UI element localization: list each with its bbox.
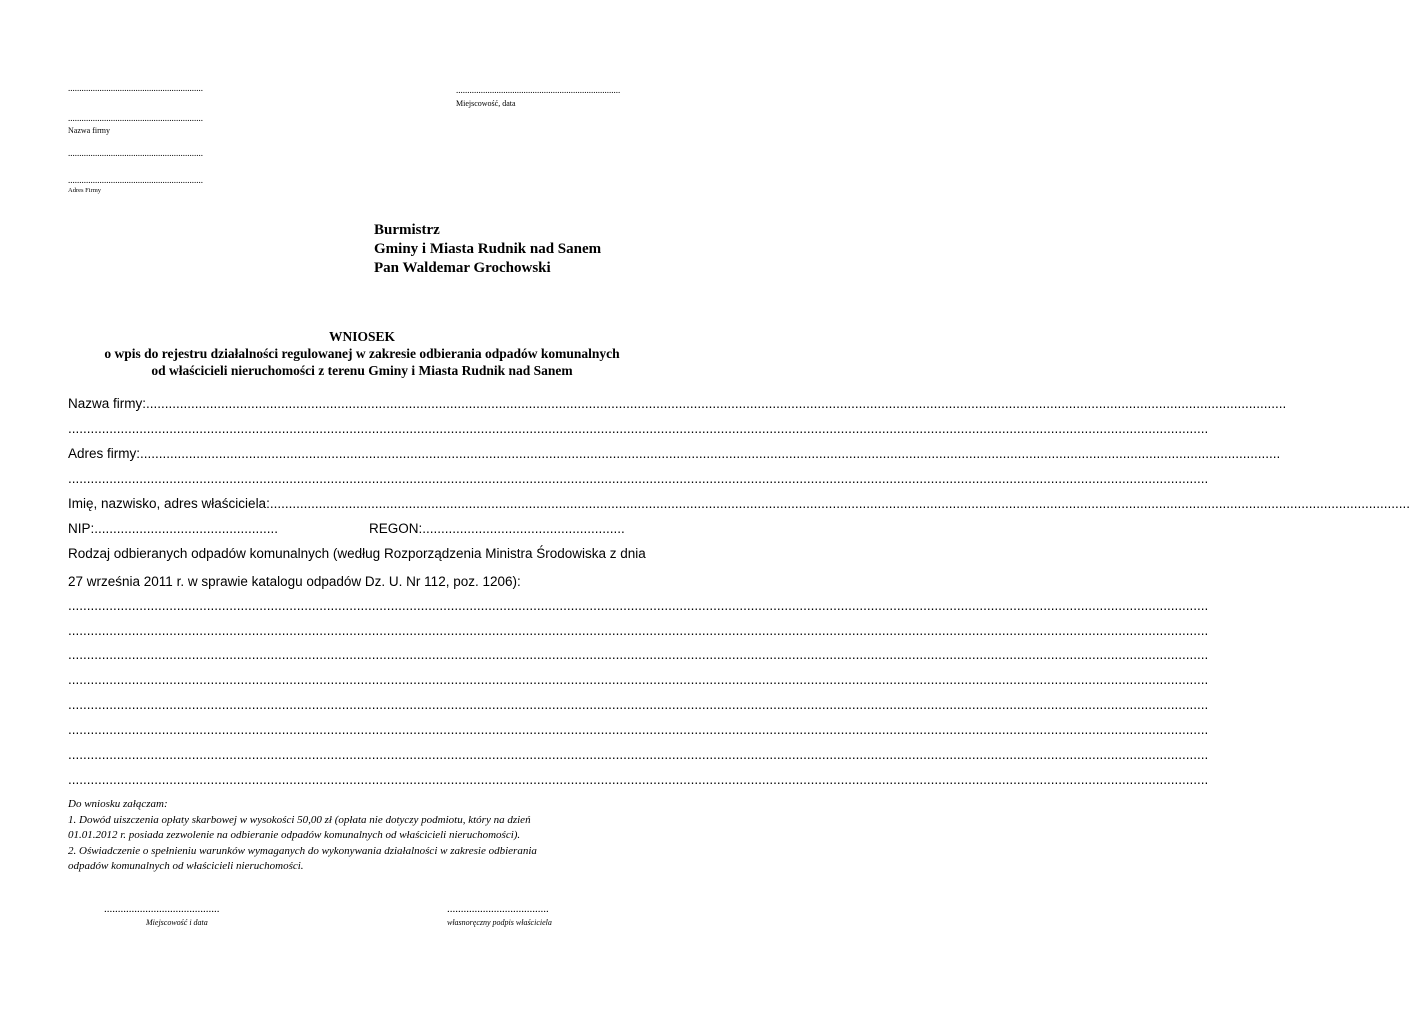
company-name-field[interactable] xyxy=(68,396,1287,411)
addressee-block xyxy=(374,221,601,278)
company-name-line[interactable]: ............................................................ xyxy=(68,113,203,123)
company-address-field[interactable] xyxy=(68,446,1281,461)
attachments-block xyxy=(68,797,537,875)
header-left-line-1[interactable]: ............................................................ xyxy=(68,83,203,93)
nip-label: NIP: xyxy=(68,521,95,536)
waste-line-7[interactable]: ................................................................................................................................................................................................................................................................................................................ xyxy=(68,747,1209,762)
addressee-line-2: Gminy i Miasta Rudnik nad Sanem xyxy=(374,241,602,257)
owner-signature-caption: własnoręczny podpis właściciela xyxy=(447,918,552,927)
signature-place-date-caption: Miejscowość i data xyxy=(146,918,208,927)
company-name-caption: Nazwa firmy xyxy=(68,126,110,135)
waste-type-text-1: Rodzaj odbieranych odpadów komunalnych (według Rozporządzenia Ministra Środowiska z dnia xyxy=(68,546,646,561)
waste-line-2[interactable]: ................................................................................................................................................................................................................................................................................................................ xyxy=(68,623,1209,638)
attachments-heading: Do wniosku załączam: xyxy=(68,798,168,810)
document-title xyxy=(40,328,684,379)
place-date-caption: Miejscowość, data xyxy=(456,99,516,108)
company-address-line[interactable]: ............................................................ xyxy=(68,175,203,185)
company-address-caption: Adres Firmy xyxy=(68,187,102,194)
waste-line-3[interactable]: ................................................................................................................................................................................................................................................................................................................ xyxy=(68,647,1209,662)
attachment-1-line-2: 01.01.2012 r. posiada zezwolenie na odbieranie odpadów komunalnych od właścicieli nieruchomości). xyxy=(68,829,521,841)
waste-type-text-2: 27 września 2011 r. w sprawie katalogu odpadów Dz. U. Nr 112, poz. 1206): xyxy=(68,574,521,589)
owner-field[interactable] xyxy=(68,496,1410,511)
addressee-line-3: Pan Waldemar Grochowski xyxy=(374,260,551,276)
attachment-2-line-1: 2. Oświadczenie o spełnieniu warunków wymaganych do wykonywania działalności w zakresie odbierania xyxy=(68,844,537,857)
regon-field[interactable] xyxy=(369,521,625,536)
waste-line-4[interactable]: ................................................................................................................................................................................................................................................................................................................ xyxy=(68,672,1209,687)
addressee-line-1: Burmistrz xyxy=(374,222,440,238)
waste-line-1[interactable]: ................................................................................................................................................................................................................................................................................................................ xyxy=(68,598,1209,613)
nip-field[interactable] xyxy=(68,521,278,536)
signature-place-date-line[interactable]: .......................................... xyxy=(104,903,220,915)
owner-signature-line[interactable]: ..................................... xyxy=(447,903,549,915)
company-name-label: Nazwa firmy: xyxy=(68,396,147,411)
regon-label: REGON: xyxy=(369,521,423,536)
company-name-continuation[interactable]: ................................................................................................................................................................................................................................................................................................................ xyxy=(68,421,1209,436)
header-left-line-3[interactable]: ............................................................ xyxy=(68,148,203,158)
waste-line-6[interactable]: ................................................................................................................................................................................................................................................................................................................ xyxy=(68,722,1209,737)
waste-line-8[interactable]: ................................................................................................................................................................................................................................................................................................................ xyxy=(68,772,1209,787)
attachment-1-line-1: 1. Dowód uiszczenia opłaty skarbowej w wysokości 50,00 zł (opłata nie dotyczy podmiotu, który na dzień xyxy=(68,813,531,826)
company-address-continuation[interactable]: ................................................................................................................................................................................................................................................................................................................ xyxy=(68,471,1209,486)
company-address-dots[interactable]: ................................................................................................................................................................................................................................................................................................................ xyxy=(140,446,1281,461)
owner-dots[interactable]: ................................................................................................................................................................................................................................................................................................................ xyxy=(269,496,1410,511)
owner-label: Imię, nazwisko, adres właściciela: xyxy=(68,496,270,511)
attachment-2-line-2: odpadów komunalnych od właścicieli nieruchomości. xyxy=(68,860,304,872)
waste-line-5[interactable]: ................................................................................................................................................................................................................................................................................................................ xyxy=(68,697,1209,712)
title-line-2: od właścicieli nieruchomości z terenu Gminy i Miasta Rudnik nad Sanem xyxy=(151,363,573,378)
title-line-1: o wpis do rejestru działalności regulowanej w zakresie odbierania odpadów komunalnych xyxy=(104,346,620,361)
title-main: WNIOSEK xyxy=(328,329,396,344)
regon-dots[interactable]: ...................................................... xyxy=(422,521,625,536)
company-address-label: Adres firmy: xyxy=(68,446,141,461)
nip-dots[interactable]: ................................................. xyxy=(94,521,279,536)
place-date-line[interactable]: ......................................................................... xyxy=(456,85,621,95)
company-name-dots[interactable]: ................................................................................................................................................................................................................................................................................................................ xyxy=(146,396,1287,411)
